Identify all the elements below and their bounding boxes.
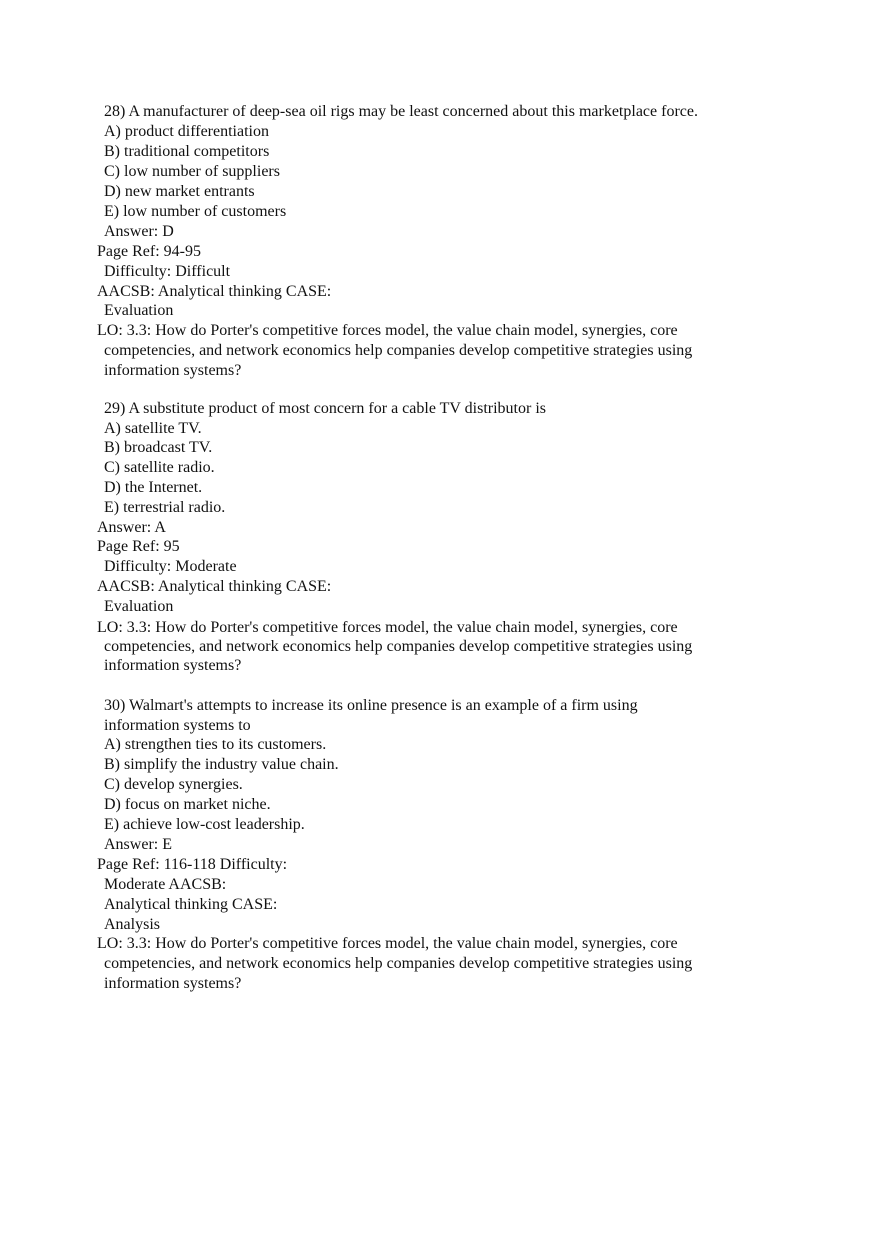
question-28-difficulty: Difficulty: Difficult [104,263,231,280]
question-30-answer: Answer: E [104,836,172,853]
question-29-lo-line-1: LO: 3.3: How do Porter's competitive forces model, the value chain model, synergies, core [97,619,678,636]
question-30-option-c: C) develop synergies. [104,776,243,793]
question-29-option-a: A) satellite TV. [104,420,202,437]
question-30-stem-line-1: 30) Walmart's attempts to increase its online presence is an example of a firm using [104,697,638,714]
question-30-page-ref: Page Ref: 116-118 Difficulty: [97,856,288,873]
question-30-option-d: D) focus on market niche. [104,796,271,813]
question-28-answer: Answer: D [104,223,174,240]
question-29-lo-line-2: competencies, and network economics help companies develop competitive strategies using [104,638,693,655]
question-30-option-e: E) achieve low-cost leadership. [104,816,305,833]
question-30-difficulty: Moderate AACSB: [104,876,227,893]
question-30-lo-line-3: information systems? [104,975,242,992]
question-30-lo-line-1: LO: 3.3: How do Porter's competitive forces model, the value chain model, synergies, core [97,935,678,952]
question-29-option-d: D) the Internet. [104,479,203,496]
question-29-answer: Answer: A [97,519,166,536]
question-28-option-a: A) product differentiation [104,123,269,140]
question-28-case: Evaluation [104,302,174,319]
question-29-page-ref: Page Ref: 95 [97,538,180,555]
question-28-option-e: E) low number of customers [104,203,287,220]
question-30-option-b: B) simplify the industry value chain. [104,756,339,773]
question-30-lo-line-2: competencies, and network economics help companies develop competitive strategies using [104,955,693,972]
question-28-aacsb: AACSB: Analytical thinking CASE: [97,283,332,300]
question-28-lo-line-1: LO: 3.3: How do Porter's competitive forces model, the value chain model, synergies, core [97,322,678,339]
question-29-aacsb: AACSB: Analytical thinking CASE: [97,578,332,595]
question-28-stem: 28) A manufacturer of deep-sea oil rigs may be least concerned about this marketplace force. [104,103,698,120]
question-29-stem: 29) A substitute product of most concern for a cable TV distributor is [104,400,546,417]
question-29-option-c: C) satellite radio. [104,459,215,476]
question-28-lo-line-3: information systems? [104,362,242,379]
question-28-option-b: B) traditional competitors [104,143,270,160]
question-28-option-d: D) new market entrants [104,183,255,200]
question-29-option-b: B) broadcast TV. [104,439,213,456]
question-28-page-ref: Page Ref: 94-95 [97,243,201,260]
question-28-option-c: C) low number of suppliers [104,163,280,180]
question-29-difficulty: Difficulty: Moderate [104,558,237,575]
question-29-lo-line-3: information systems? [104,657,242,674]
question-28-lo-line-2: competencies, and network economics help companies develop competitive strategies using [104,342,693,359]
question-30-case: Analysis [104,916,160,933]
question-30-option-a: A) strengthen ties to its customers. [104,736,327,753]
question-29-case: Evaluation [104,598,174,615]
question-30-stem-line-2: information systems to [104,717,251,734]
question-29-option-e: E) terrestrial radio. [104,499,226,516]
question-30-aacsb: Analytical thinking CASE: [104,896,278,913]
